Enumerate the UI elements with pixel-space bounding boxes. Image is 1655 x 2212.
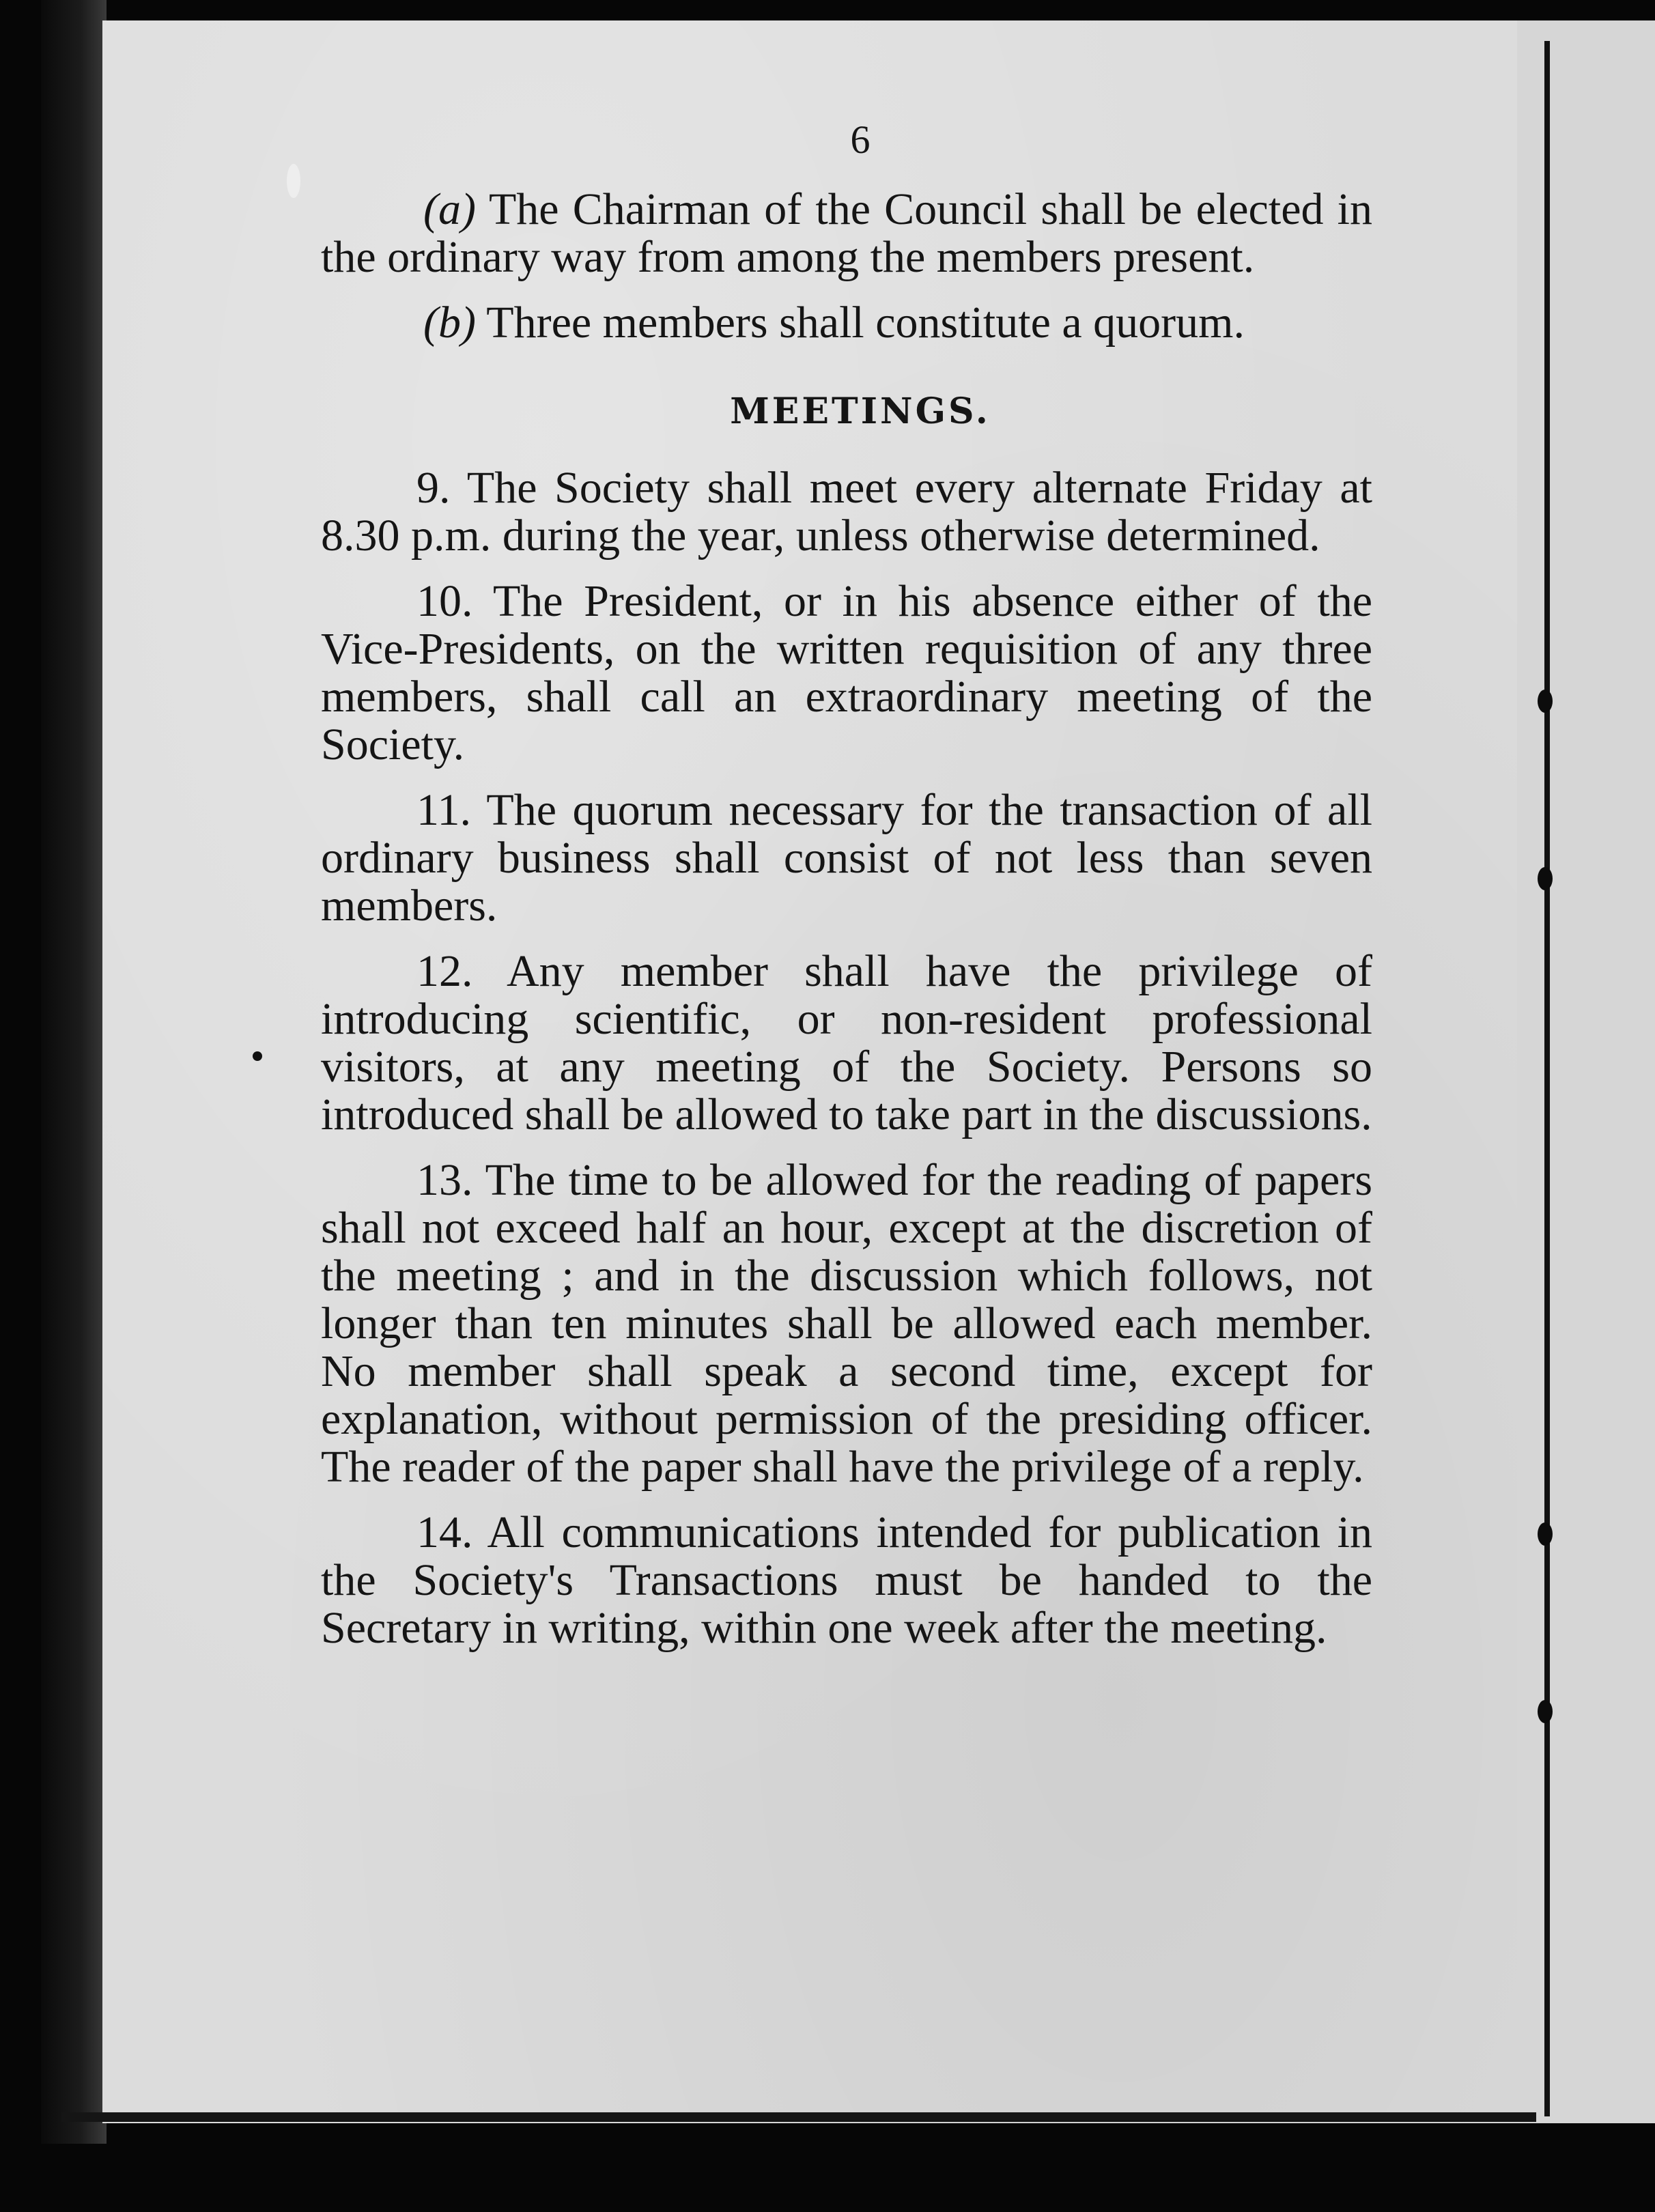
rule-13: 13. The time to be allowed for the reading of papers shall not exceed half an hour, except at the discretion of the meeting ; and in the discussion which follows, not longer than ten minutes shall be allowed each member. No member shall speak a second time, except for explanation, without permission of the presiding officer. The reader of the paper shall have the privilege of a reply. [321,1155,1372,1492]
page-number: 6 [850,117,871,162]
binding-mark [1538,1522,1553,1546]
paper-speck [253,1051,262,1061]
book-spine [41,0,107,2144]
clause-label: (b) [423,298,476,348]
clause-text: The Chairman of the Council shall be elected in the ordinary way from among the members present. [321,184,1373,282]
binding-mark [1538,690,1553,713]
rule-14: 14. All communications intended for publication in the Society's Transactions must be handed to the Secretary in writing, within one week after the meeting. [321,1507,1372,1653]
section-heading: MEETINGS. [730,391,991,432]
rule-10: 10. The President, or in his absence either of the Vice-Presidents, on the written requisition of any three members, shall call an extraordinary meeting of the Society. [321,576,1372,769]
clause-a [321,186,1372,281]
facing-page-edge [1517,20,1655,2123]
paper-speck [287,164,300,198]
gutter-line [1544,41,1550,2116]
binding-mark [1538,867,1553,890]
rule-12: 12. Any member shall have the privilege of introducing scientific, or non-resident professional visitors, at any meeting of the Society. Persons so introduced shall be allowed to take part in the discussions. [321,946,1372,1139]
binding-mark [1538,1700,1553,1723]
rule-9: 9. The Society shall meet every alternate Friday at 8.30 p.m. during the year, unless otherwise determined. [321,463,1372,561]
page-text [321,116,1372,1670]
clause-b [321,299,1372,347]
page-bottom-edge [61,2112,1536,2122]
clause-text: Three members shall constitute a quorum. [486,298,1245,348]
rule-11: 11. The quorum necessary for the transaction of all ordinary business shall consist of not less than seven members. [321,785,1372,931]
clause-label: (a) [423,184,476,234]
